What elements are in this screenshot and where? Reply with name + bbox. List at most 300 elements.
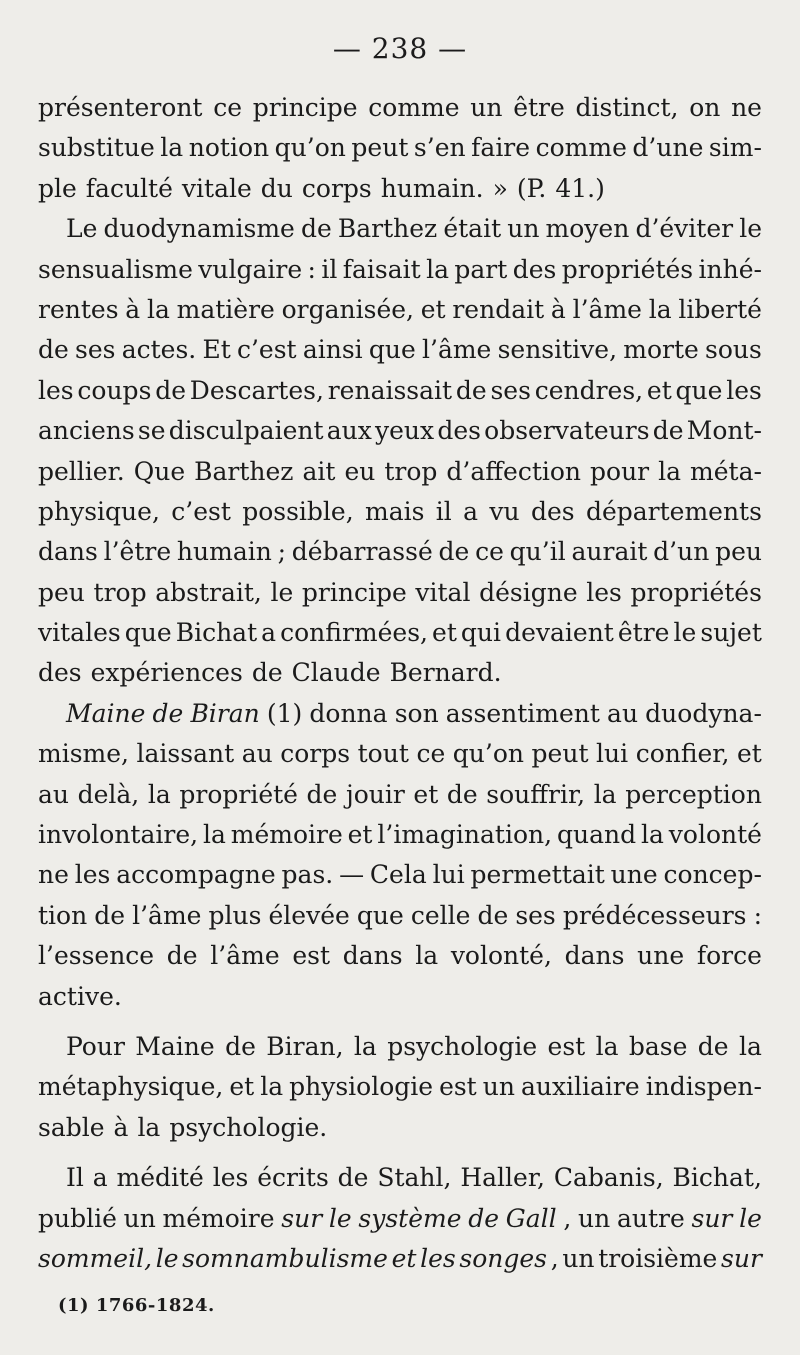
text-line [38,775,762,815]
word: l’essence [38,941,155,971]
word: l’être [103,537,172,567]
word: pas. [281,860,334,890]
word: la [147,779,171,809]
word: vitales [38,618,121,648]
word: — [339,860,365,890]
word: distinct, [575,93,679,122]
word: c’est [171,496,231,526]
word: base [628,1031,688,1061]
word: de [300,214,332,244]
word: Claude [291,658,381,688]
word: est [292,941,330,971]
word: somnambulisme [182,1243,388,1273]
word: que [675,375,723,405]
word: les [420,1243,456,1273]
word: Pour [66,1031,125,1061]
word: ce [475,537,504,567]
word: et [229,1072,255,1102]
word: prédécesseurs [562,900,747,930]
word: autre [616,1203,685,1233]
word: c’est [236,335,297,365]
word: expériences [90,658,243,688]
word: se [137,416,166,446]
word: faculté [85,173,173,203]
word: pour [590,456,650,486]
word: lui [596,739,629,769]
word: mémoire [230,820,343,850]
word: ses [515,900,556,930]
text-line [38,1027,762,1067]
word: débarrassé [291,537,433,567]
word: qu’on [452,739,524,769]
word: a [261,618,277,648]
word: observateurs [484,416,650,446]
word: (P. [516,173,547,203]
word: permettait [470,860,605,890]
word: du [260,173,293,203]
word: l’âme [132,900,202,930]
word: Barthez [337,214,438,244]
word: : [753,900,762,930]
word: écrits [257,1163,329,1193]
word: aurait [571,537,648,567]
word: ce [416,739,446,769]
word: de [652,416,684,446]
word: des [530,496,575,526]
word: faire [471,133,531,163]
word: Cabanis, [553,1163,664,1193]
word: le [739,214,762,244]
word: au [241,739,273,769]
word: l’imagination, [377,820,553,850]
word: psychologie. [169,1112,328,1142]
word: une [610,860,658,890]
word: jouir [345,779,405,809]
word: le [270,577,294,607]
word: rentes [38,294,119,324]
word: à [550,294,566,324]
word: de [697,1031,729,1061]
word: mais [365,496,425,526]
word: dans [342,941,403,971]
word: ses [490,375,531,405]
word: concep- [663,860,762,890]
word: trop [384,456,438,486]
text-line [38,936,762,976]
text-line [38,1067,762,1107]
word: , [550,1243,559,1273]
word: morte [623,335,699,365]
word: humain [176,537,272,567]
text-line [38,1158,762,1198]
word: actes. [121,335,197,365]
word: involontaire, [38,820,199,850]
word: les [586,577,622,607]
word: Il [66,1163,84,1193]
word: et [347,820,373,850]
word: était [443,214,502,244]
word: humain. [380,173,484,203]
word: vital [415,577,471,607]
word: médité [116,1163,204,1193]
word: dans [38,537,98,567]
word: plus [208,900,262,930]
text-line [38,371,762,411]
word: le [739,1203,762,1233]
text-line [38,452,762,492]
word: métaphysique, [38,1072,224,1102]
word: vitale [181,173,252,203]
word: aux [326,416,372,446]
word: sur [281,1203,323,1233]
word: Gall [505,1203,557,1233]
word: corps [301,173,372,203]
word: un [482,1072,515,1102]
text-line [38,1199,762,1239]
footnote: (1) 1766-1824. [58,1295,215,1316]
word: de [155,375,186,405]
word: principe [301,577,407,607]
word: le [673,618,697,648]
word: confirmées, [280,618,428,648]
word: est [547,1031,586,1061]
word: un [562,1243,595,1273]
word: » [492,173,508,203]
word: sensitive, [497,335,618,365]
word: propriété [179,779,298,809]
word: principe [252,93,358,122]
word: psychologie [387,1031,538,1061]
text-line [38,330,762,370]
word: active. [38,981,122,1011]
word: lui [432,860,465,890]
word: sable [38,1112,105,1142]
word: assentiment [445,698,600,728]
word: d’éviter [635,214,734,244]
word: la [593,779,617,809]
page-number: — 238 — [332,32,468,65]
word: un [470,93,503,122]
word: dans [564,941,625,971]
word: est [439,1072,477,1102]
word: force [696,941,762,971]
word: peut [531,739,589,769]
word: peut [351,133,409,163]
word: liberté [678,294,762,324]
word: une [637,941,685,971]
word: d’affection [446,456,582,486]
word: sujet [700,618,762,648]
word: faisait [342,254,421,284]
text-line [38,613,762,653]
word: Cela [369,860,427,890]
word: inhé- [698,254,762,284]
word: vulgaire [198,254,303,284]
word: élevée [268,900,350,930]
word: ne [38,860,69,890]
word: corps [280,739,351,769]
word: la [648,294,672,324]
word: être [617,618,670,648]
word: des [38,658,82,688]
word: , [563,1203,572,1233]
word: de [38,335,69,365]
word: Descartes, [189,375,324,405]
word: part [454,254,508,284]
text-line [38,411,762,451]
word: confier, [635,739,730,769]
word: de [455,375,487,405]
text-line [38,532,762,572]
word: Biran, [266,1031,344,1061]
word: laissant [136,739,235,769]
word: de [477,900,509,930]
word: qu’on [274,133,346,163]
word: des [512,254,557,284]
text-line [38,1239,762,1279]
word: Et [202,335,231,365]
word: et [391,1243,417,1273]
word: Biran [190,698,260,728]
word: de [446,779,478,809]
word: sur [721,1243,762,1273]
word: à [125,294,141,324]
word: delà, [77,779,140,809]
word: troisième [598,1243,718,1273]
word: l’âme [210,941,280,971]
word: songes [459,1243,548,1273]
word: la [146,294,170,324]
word: méta- [690,456,762,486]
word: et [432,618,457,648]
word: donna [309,698,388,728]
word: ait [302,456,336,486]
text-line [38,977,762,1017]
text-line [38,653,762,693]
word: et [737,739,762,769]
word: et [646,375,672,405]
word: : [307,254,316,284]
word: un [507,214,540,244]
word: à [113,1112,129,1142]
word: système [358,1203,462,1233]
word: physiologie [289,1072,434,1102]
word: (1) [266,698,303,728]
word: les [726,375,762,405]
word: la [202,820,226,850]
word: de [251,658,283,688]
word: misme, [38,739,129,769]
word: indispen- [645,1072,762,1102]
text-line [38,128,762,168]
text-line [38,1108,762,1148]
word: ple [38,173,77,203]
word: la [658,456,682,486]
word: de [468,1203,500,1233]
word: Mont- [686,416,762,446]
text-line [38,694,762,734]
word: la [160,133,184,163]
word: la [595,1031,619,1061]
word: tout [357,739,409,769]
word: tion [38,900,88,930]
text-line [38,169,762,209]
word: départements [585,496,762,526]
word: la [260,1072,284,1102]
word: ce [213,93,242,122]
word: renaissait [327,375,453,405]
word: comme [368,93,460,122]
word: de [166,941,198,971]
word: vu [489,496,520,526]
word: ses [75,335,116,365]
word: devaient [505,618,614,648]
word: sur [691,1203,733,1233]
word: la [353,1031,377,1061]
word: la [415,941,439,971]
word: désigne [479,577,578,607]
word: que [356,900,404,930]
word: un [578,1203,611,1233]
word: peu [715,537,762,567]
word: organisée, [281,294,414,324]
text-line [38,290,762,330]
word: perception [625,779,762,809]
word: le [328,1203,352,1233]
word: abstrait, [155,577,262,607]
word: propriétés [630,577,762,607]
word: volonté [668,820,762,850]
text-line [38,855,762,895]
word: yeux [375,416,435,446]
word: Bernard. [389,658,502,688]
text-line [38,250,762,290]
word: de [337,1163,369,1193]
word: sous [705,335,762,365]
word: ainsi [302,335,363,365]
word: mémoire [162,1203,275,1233]
word: a [92,1163,108,1193]
word: Stahl, [377,1163,452,1193]
word: qu’il [509,537,566,567]
word: publié [38,1203,117,1233]
word: coups [77,375,152,405]
word: Barthez [194,456,294,486]
word: 41.) [555,173,605,203]
text-line [38,209,762,249]
word: volonté, [450,941,552,971]
word: notion [188,133,270,163]
body-text [38,88,762,1279]
word: la [738,1031,762,1061]
word: comme [535,133,627,163]
word: souffrir, [486,779,586,809]
word: peu [38,577,85,607]
word: de [306,779,338,809]
word: celle [410,900,471,930]
word: les [74,860,111,890]
word: sim- [708,133,762,163]
word: disculpaient [168,416,324,446]
word: des [437,416,481,446]
word: de [152,698,184,728]
word: un [123,1203,156,1233]
text-line [38,896,762,936]
word: que [368,335,416,365]
word: de [438,537,470,567]
word: trop [93,577,147,607]
word: eu [344,456,376,486]
word: les [212,1163,249,1193]
word: accompagne [116,860,276,890]
word: de [94,900,126,930]
word: moyen [545,214,630,244]
word: physique, [38,496,160,526]
word: la [137,1112,161,1142]
word: Que [133,456,186,486]
word: auxiliaire [520,1072,640,1102]
word: duodynamisme [103,214,295,244]
word: et [420,294,446,324]
word: pellier. [38,456,125,486]
word: a [463,496,479,526]
word: la [640,820,664,850]
word: qui [460,618,502,648]
word: il [321,254,338,284]
word: et [413,779,439,809]
word: matière [176,294,275,324]
word: sommeil, [38,1243,153,1273]
word: duodyna- [645,698,762,728]
word: anciens [38,416,135,446]
word: être [513,93,565,122]
word: les [38,375,74,405]
word: de [225,1031,256,1061]
word: d’un [653,537,710,567]
word: rendait [452,294,545,324]
word: au [607,698,639,728]
word: substitue [38,133,155,163]
word: le [155,1243,179,1273]
word: il [435,496,452,526]
word: au [38,779,70,809]
word: Bichat [175,618,258,648]
word: sensualisme [38,254,193,284]
text-line [38,815,762,855]
word: Maine [66,698,146,728]
word: l’âme [572,294,642,324]
word: d’une [632,133,704,163]
word: on [689,93,721,122]
word: l’âme [422,335,492,365]
text-line [38,573,762,613]
word: Bichat, [672,1163,762,1193]
text-line [38,734,762,774]
word: ; [277,537,287,567]
word: s’en [413,133,466,163]
word: possible, [242,496,354,526]
word: que [124,618,172,648]
word: présenteront [38,93,203,122]
word: Le [66,214,98,244]
word: propriétés [561,254,694,284]
word: son [394,698,439,728]
word: quand [556,820,637,850]
word: cendres, [534,375,644,405]
word: Haller, [460,1163,545,1193]
text-line [38,88,762,128]
word: Maine [135,1031,215,1061]
